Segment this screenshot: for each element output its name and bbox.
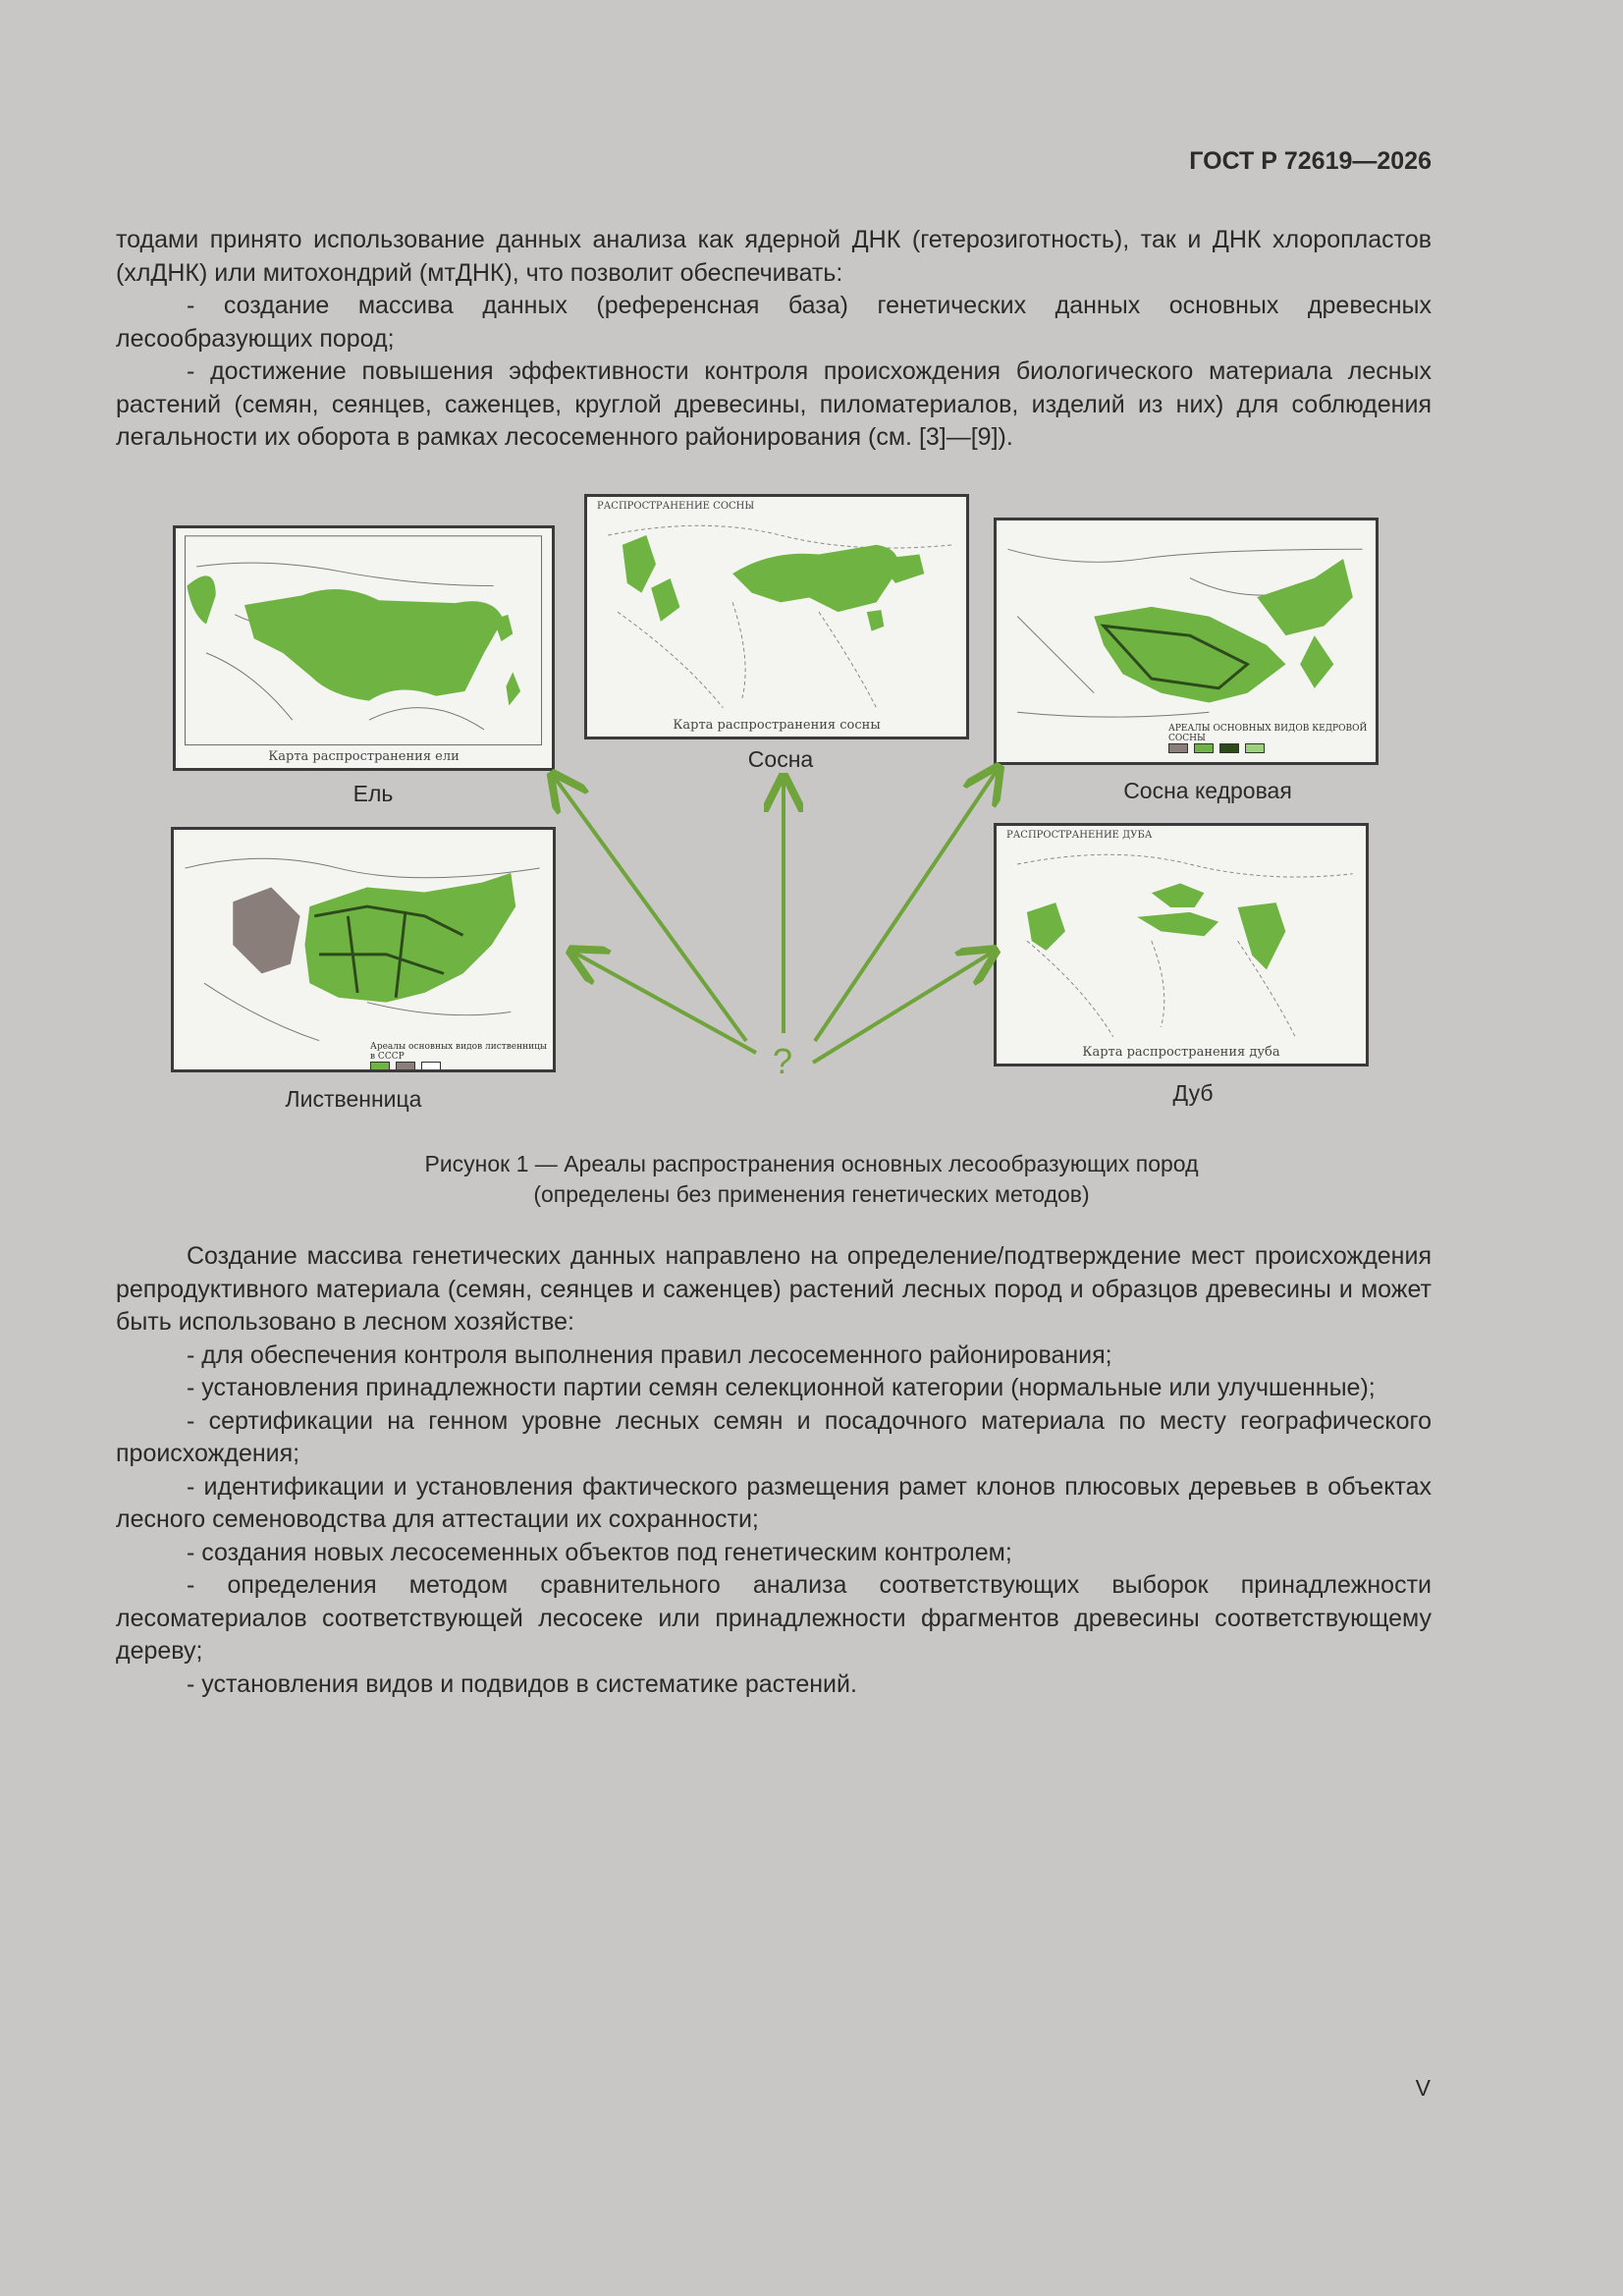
arrow-to-oak	[813, 953, 992, 1063]
spruce-map-drawing	[176, 528, 552, 768]
legend-title: Ареалы основных видов лиственницы в СССР	[370, 1042, 548, 1062]
legend-swatch-gray	[1168, 743, 1188, 753]
pine-map-header: РАСПРОСТРАНЕНИЕ СОСНЫ	[597, 501, 755, 512]
arrow-to-spruce	[555, 778, 746, 1041]
oak-label: Дуб	[1172, 1080, 1214, 1106]
legend-title: АРЕАЛЫ ОСНОВНЫХ ВИДОВ КЕДРОВОЙ СОСНЫ	[1168, 724, 1368, 743]
paragraph: тодами принято использование данных анализа как ядерной ДНК (гетерозиготность), так и ДНК хлоропластов (хлДНК) или митохондрий (мтДНК), что позволит обеспечивать:	[116, 226, 1432, 287]
page-number: V	[1415, 2075, 1431, 2101]
legend-swatch-green	[370, 1062, 390, 1071]
list-item: - сертификации на генном уровне лесных семян и посадочного материала по месту географического происхождения;	[116, 1406, 1432, 1467]
list-item: - для обеспечения контроля выполнения правил лесосеменного районирования;	[187, 1340, 1112, 1369]
larch-map-drawing	[174, 830, 553, 1069]
legend-swatch-light	[1245, 743, 1265, 753]
spruce-map-title: Карта распространения ели	[268, 749, 460, 764]
cedar-pine-label: Сосна кедровая	[1123, 778, 1292, 803]
arrow-to-larch	[574, 953, 756, 1053]
pine-range-map	[584, 494, 969, 739]
figure-caption-line1: Рисунок 1 — Ареалы распространения основных лесообразующих пород	[424, 1151, 1199, 1176]
legend-swatch-green	[1194, 743, 1214, 753]
list-item: - достижение повышения эффективности контроля происхождения биологического материала лесных растений (семян, сеянцев, саженцев, круглой древесины, пиломатериалов, изделий из них) для соблюдения легальности их оборота в рамках лесосеменного районирования (см. [3]—[9]).	[116, 357, 1432, 451]
paragraph: Создание массива генетических данных направлено на определение/подтверждение мест происхождения репродуктивного материала (семян, сеянцев и саженцев) растений лесных пород и образцов древесины и может быть использовано в лесном хозяйстве:	[116, 1242, 1432, 1336]
list-item: - установления принадлежности партии семян селекционной категории (нормальные или улучшенные);	[187, 1374, 1376, 1401]
top-text-block	[116, 224, 1432, 455]
legend-swatch-gray	[396, 1062, 415, 1071]
pine-map-drawing	[587, 497, 966, 737]
oak-range-map	[994, 823, 1369, 1066]
larch-legend	[370, 1042, 553, 1072]
list-item: - создания новых лесосеменных объектов под генетическим контролем;	[187, 1538, 1012, 1566]
oak-map-header: РАСПРОСТРАНЕНИЕ ДУБА	[1006, 830, 1153, 841]
bottom-text-block	[116, 1240, 1432, 1701]
larch-range-map	[171, 827, 556, 1072]
oak-map-drawing	[997, 826, 1366, 1064]
cedar-pine-legend	[1168, 724, 1376, 754]
spruce-range-map	[173, 525, 555, 771]
list-item: - создание массива данных (референсная база) генетических данных основных древесных лесообразующих пород;	[116, 292, 1432, 353]
figure-caption	[0, 1149, 1623, 1210]
pine-label: Сосна	[747, 746, 814, 772]
spruce-label: Ель	[352, 781, 394, 806]
question-mark: ?	[773, 1041, 793, 1081]
list-item: - установления видов и подвидов в систематике растений.	[187, 1669, 857, 1698]
arrow-to-cedar-pine	[815, 771, 997, 1041]
figure-caption-line2: (определены без применения генетических методов)	[533, 1181, 1090, 1207]
legend-swatch-dark	[1219, 743, 1239, 753]
cedar-pine-range-map	[994, 518, 1379, 765]
larch-label: Лиственница	[285, 1086, 422, 1112]
legend-swatch-white	[421, 1062, 441, 1071]
document-id-header: ГОСТ Р 72619—2026	[1189, 147, 1432, 175]
pine-map-title: Карта распространения сосны	[673, 718, 881, 733]
list-item: - определения методом сравнительного анализа соответствующих выборок принадлежности лесоматериалов соответствующей лесосеке или принадлежности фрагментов древесины соответствующему дереву;	[116, 1571, 1432, 1665]
oak-map-title: Карта распространения дуба	[1082, 1045, 1280, 1060]
list-item: - идентификации и установления фактического размещения рамет клонов плюсовых деревьев в объектах лесного семеноводства для аттестации их сохранности;	[116, 1472, 1432, 1533]
